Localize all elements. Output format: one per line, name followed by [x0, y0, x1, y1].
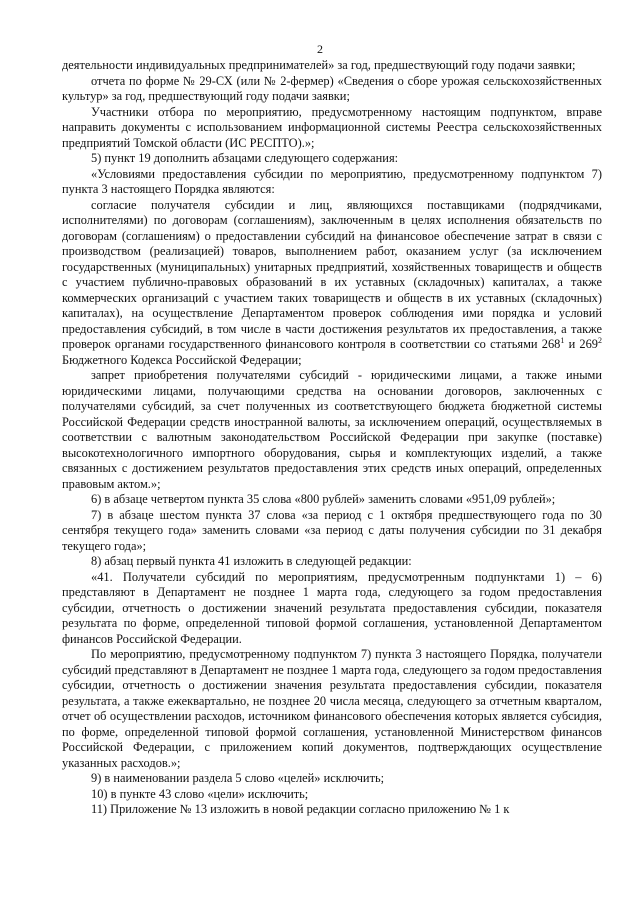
document-body: [62, 58, 602, 818]
paragraph-11: «41. Получатели субсидий по мероприятиям, предусмотренным подпунктами 1) – 6) представляют в Департамент не позднее 1 марта года, следующего за годом предоставления субсидии, отчетность о достижении значений результата предоставления субсидии, показателя результата по форме, определенной типовой формой соглашения, установленной Департаментом финансов Российской Федерации.: [62, 569, 602, 646]
paragraph-7: запрет приобретения получателями субсидий - юридическими лицами, а также иными юридическими лицами, получающими средства на основании договоров, заключенных с получателями субсидий, за счет полученных из соответствующего бюджета бюджетной системы Российской Федерации средств иностранной валюты, за исключением операций, осуществляемых в соответствии с валютным законодательством Российской Федерации при закупке (поставке) высокотехнологичного импортного оборудования, сырья и комплектующих изделий, а также связанных с достижением результатов предоставления этих средств иных операций, определенных правовым актом.»;: [62, 368, 602, 491]
paragraph-6-end: Бюджетного Кодекса Российской Федерации;: [62, 352, 302, 367]
paragraph-6-text: согласие получателя субсидии и лиц, являющихся поставщиками (подрядчиками, исполнителями) по договорам (соглашениям), заключенным в целях исполнения обязательств по договорам (соглашениям) о предоставлении субсидий на финансовое обеспечение затрат в связи с производством (реализацией) товаров, выполнением работ, оказанием услуг (за исключением государственных (муниципальных) унитарных предприятий, хозяйственных товариществ и обществ с участием публично-правовых образований в их уставных (складочных) капиталах, а также коммерческих организаций с участием таких товариществ и обществ в их уставных (складочных) капиталах), на осуществление Департаментом проверок соблюдения ими порядка и условий предоставления субсидий, в том числе в части достижения результатов их предоставления, а также проверок органами государственного финансового контроля в соответствии со статьями 268: [62, 197, 602, 351]
paragraph-6-and: и 269: [564, 337, 598, 351]
paragraph-10: 8) абзац первый пункта 41 изложить в следующей редакции:: [91, 554, 412, 568]
superscript-1: 1: [560, 335, 565, 345]
paragraph-13: 9) в наименовании раздела 5 слово «целей» исключить;: [91, 771, 385, 785]
paragraph-1: деятельности индивидуальных предпринимателей» за год, предшествующий году подачи заявки;: [62, 58, 576, 72]
paragraph-5: «Условиями предоставления субсидии по мероприятию, предусмотренному подпунктом 7) пункта 3 настоящего Порядка являются:: [62, 166, 602, 196]
paragraph-8: 6) в абзаце четвертом пункта 35 слова «800 рублей» заменить словами «951,09 рублей»;: [91, 492, 556, 506]
superscript-2: 2: [598, 335, 602, 345]
paragraph-9: 7) в абзаце шестом пункта 37 слова «за период с 1 октября предшествующего года по 30 сентября текущего года» заменить словами «за период с даты получения субсидии по 31 декабря текущего года»;: [62, 507, 602, 553]
paragraph-14: 10) в пункте 43 слово «цели» исключить;: [91, 786, 309, 801]
paragraph-2: отчета по форме № 29-СХ (или № 2-фермер) «Сведения о сборе урожая сельскохозяйственных культур» за год, предшествующий году подачи заявки;: [62, 73, 602, 103]
paragraph-15: 11) Приложение № 13 изложить в новой редакции согласно приложению № 1 к: [91, 802, 510, 816]
paragraph-3: Участники отбора по мероприятию, предусмотренному настоящим подпунктом, вправе направить документы с использованием информационной системы Реестра сельскохозяйственных предприятий Томской области (ИС РЕСПТО).»;: [62, 104, 602, 150]
paragraph-6: [62, 198, 602, 369]
page-number: 2: [317, 42, 323, 56]
paragraph-4: 5) пункт 19 дополнить абзацами следующего содержания:: [91, 151, 399, 165]
paragraph-12: По мероприятию, предусмотренному подпунктом 7) пункта 3 настоящего Порядка, получатели субсидий представляют в Департамент не позднее 1 марта года, следующего за годом предоставления субсидии, отчетность о достижении значения результата предоставления субсидии, показателя результата, а также ежеквартально, не позднее 20 числа месяца, следующего за отчетным кварталом, отчет об осуществлении расходов, источником финансового обеспечения которых является субсидия, по форме, определенной типовой формой соглашения, установленной Министерством финансов Российской Федерации, с приложением копий документов, подтверждающих осуществление указанных расходов.»;: [62, 647, 602, 770]
